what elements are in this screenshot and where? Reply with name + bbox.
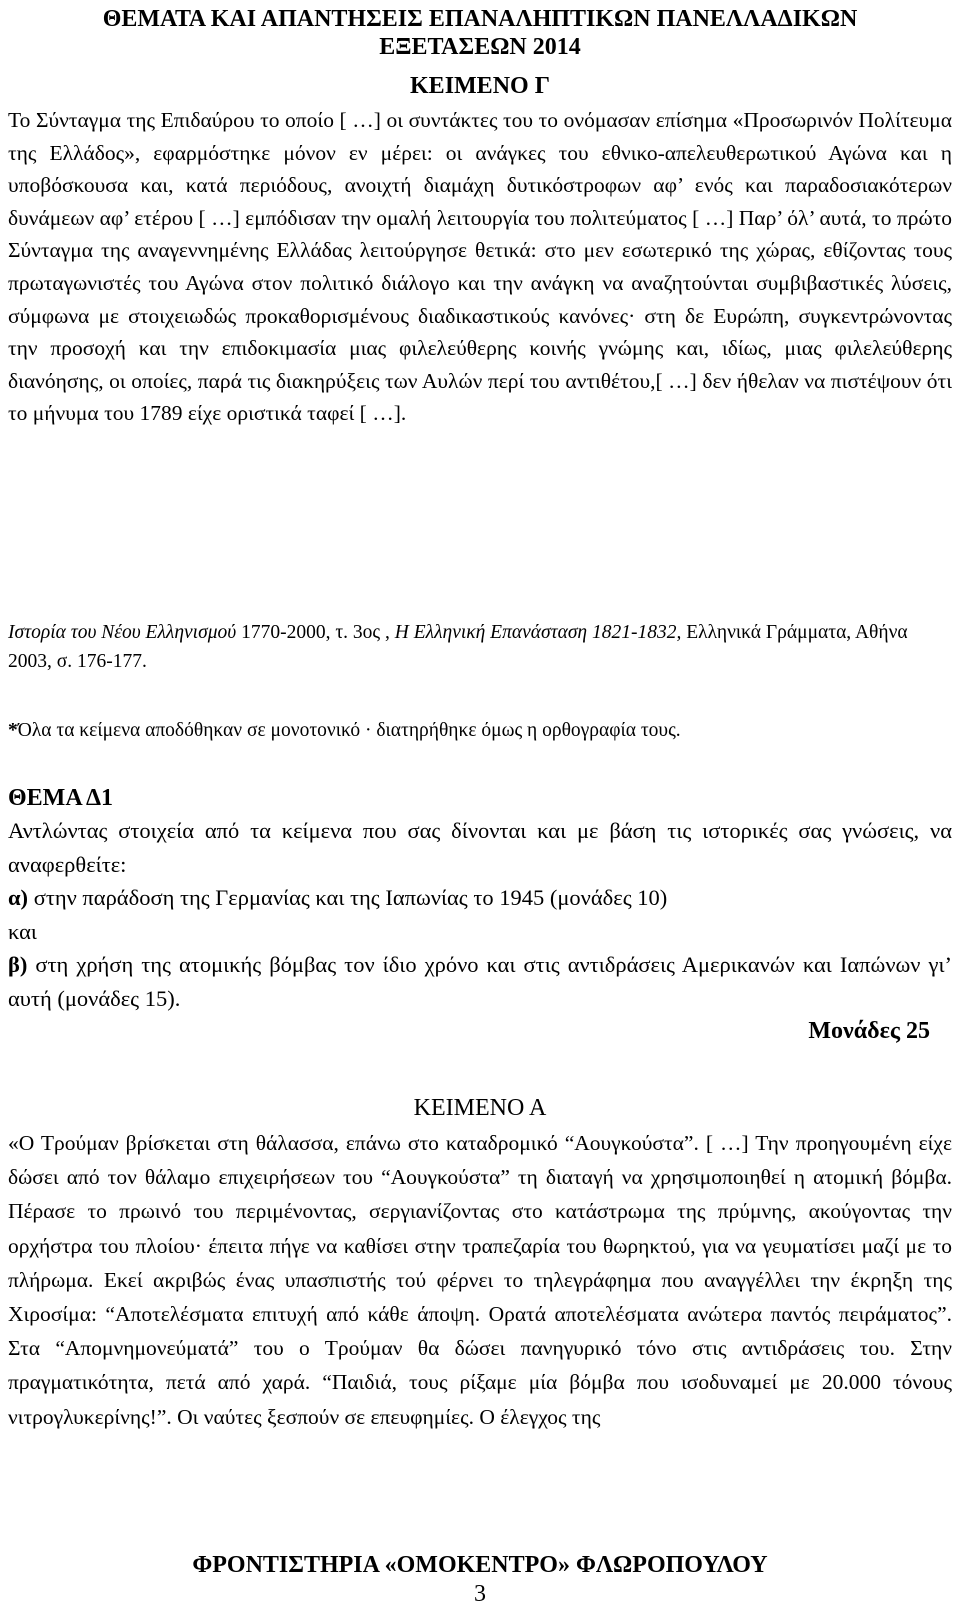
source-volume: 1770-2000, τ. 3ος , [236, 622, 395, 643]
text-a-heading: ΚΕΙΜΕΝΟ Α [413, 1095, 547, 1121]
item-a-label: α) [8, 885, 29, 910]
theme-marks: Μονάδες 25 [808, 1018, 930, 1044]
document-title-line-2: ΕΞΕΤΑΣΕΩΝ 2014 [379, 34, 581, 60]
page-number: 3 [474, 1581, 486, 1607]
item-b-text: στη χρήση της ατομικής βόμβας τον ίδιο χρόνο και στις αντιδράσεις Αμερικανών και Ιαπώνων γι’ αυτή (μονάδες 15). [8, 952, 952, 1011]
theme-item-b [8, 948, 952, 1015]
item-a-text: στην παράδοση της Γερμανίας και της Ιαπωνίας το 1945 (μονάδες 10) [28, 885, 668, 910]
source-volume-title: Η Ελληνική Επανάσταση 1821-1832, [394, 622, 682, 643]
note-asterisk: * [8, 720, 18, 741]
theme-intro: Αντλώντας στοιχεία από τα κείμενα που σας δίνονται και με βάση τις ιστορικές σας γνώσεις, να αναφερθείτε: [8, 818, 952, 877]
note-text: Όλα τα κείμενα αποδόθηκαν σε μονοτονικό · διατηρήθηκε όμως η ορθογραφία τους. [17, 720, 681, 741]
theme-d1-body [8, 814, 952, 1015]
theme-d1-heading: ΘΕΜΑ Δ1 [8, 785, 114, 811]
text-a-body: «Ο Τρούμαν βρίσκεται στη θάλασσα, επάνω στο καταδρομικό “Αουγκούστα”. [ …] Την προηγουμένη είχε δώσει από τον θάλαμο επιχειρήσεων του “Αουγκούστα” τη διαταγή να χρησιμοποιηθεί η ατομική βόμβα. Πέρασε το πρωινό του περιμένοντας, σεργιανίζοντας στο κατάστρωμα της πρύμνης, ακούγοντας την ορχήστρα του πλοίου· έπειτα πήγε να καθίσει στην τραπεζαρία του θωρηκτού, για να γευματίσει μαζί με το πλήρωμα. Εκεί ακριβώς ένας υπασπιστής τού φέρνει το τηλεγράφημα που αναγγέλλει την έκρηξη της Χιροσίμα: “Αποτελέσματα επιτυχή από κάθε άποψη. Ορατά αποτελέσματα ανώτερα παντός πειράματος”. Στα “Απομνημονεύματά” του ο Τρούμαν θα δώσει πανηγυρικό τόνο στις αντιδράσεις του. Στην πραγματικότητα, πετά από χαρά. “Παιδιά, τους ρίξαμε μία βόμβα που ισοδυναμεί με 20.000 τόνους νιτρογλυκερίνης!”. Οι ναύτες ξεσπούν σε επευφημίες. Ο έλεγχος της [8, 1131, 952, 1429]
theme-item-a [8, 881, 952, 915]
document-title-line-1: ΘΕΜΑΤΑ ΚΑΙ ΑΠΑΝΤΗΣΕΙΣ ΕΠΑΝΑΛΗΠΤΙΚΩΝ ΠΑΝΕΛΛΑΔΙΚΩΝ [102, 6, 858, 32]
text-g-heading: ΚΕΙΜΕΝΟ Γ [410, 73, 550, 99]
text-g-body: Το Σύνταγμα της Επιδαύρου το οποίο [ …] οι συντάκτες του το ονόμασαν επίσημα «Προσωρινόν Πολίτευμα της Ελλάδος», εφαρμόστηκε μόνον εν μέρει: οι ανάγκες του εθνικο-απελευθερωτικού Αγώνα και η υποβόσκουσα και, κατά περιόδους, ανοιχτή διαμάχη δυτικόστροφων αφ’ ενός και παραδοσιακότερων δυνάμεων αφ’ ετέρου [ …] εμπόδισαν την ομαλή λειτουργία του πολιτεύματος [ …] Παρ’ όλ’ αυτά, το πρώτο Σύνταγμα της αναγεννημένης Ελλάδας λειτούργησε θετικά: στο μεν εσωτερικό της χώρας, εθίζοντας τους πρωταγωνιστές του Αγώνα στον πολιτικό διάλογο και την ανάγκη να αναζητούνται συμβιβαστικές λύσεις, σύμφωνα με στοιχειωδώς προκαθορισμένους διαδικαστικούς κανόνες· στη δε Ευρώπη, συγκεντρώνοντας την προσοχή και την επιδοκιμασία μιας φιλελεύθερης κοινής γνώμης και, ιδίως, μιας φιλελεύθερης διανόησης, οι οποίες, παρά τις διακηρύξεις των Αυλών περί του αντιθέτου,[ …] δεν ήθελαν να πιστέψουν ότι το μήνυμα του 1789 είχε οριστικά ταφεί [ …]. [8, 108, 952, 426]
monotonic-note [8, 718, 952, 744]
source-book-title: Ιστορία του Νέου Ελληνισμού [8, 622, 237, 643]
theme-connector: και [8, 918, 37, 944]
source-publisher: Ελληνικά Γράμματα, Αθήνα 2003, σ. 176-177. [8, 622, 908, 672]
item-b-label: β) [8, 952, 28, 977]
footer-publisher: ΦΡΟΝΤΙΣΤΗΡΙΑ «ΟΜΟΚΕΝΤΡΟ» ΦΛΩΡΟΠΟΥΛΟΥ [192, 1552, 768, 1578]
text-g-source [8, 618, 952, 676]
